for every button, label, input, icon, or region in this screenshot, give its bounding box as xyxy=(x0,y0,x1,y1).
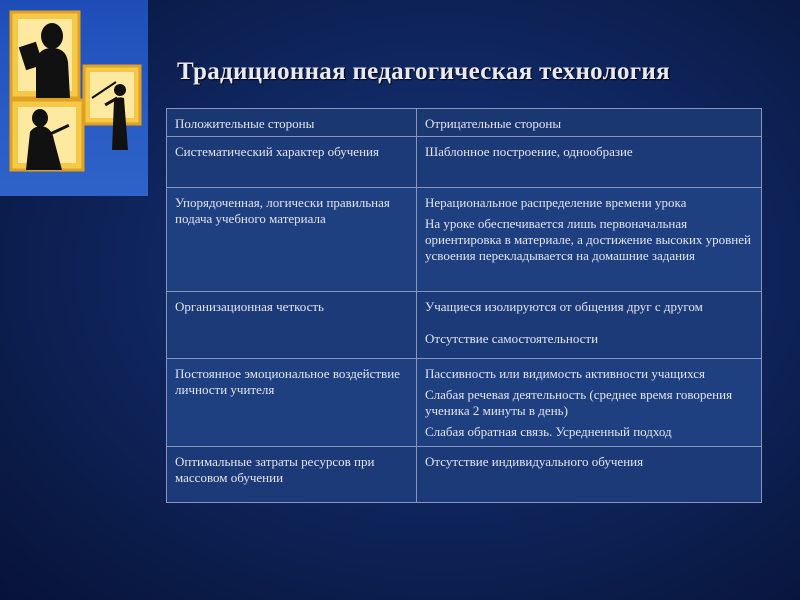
negative-cell xyxy=(417,359,762,447)
page-title: Традиционная педагогическая технология xyxy=(177,58,670,85)
positive-cell xyxy=(167,292,417,359)
positive-text: Организационная четкость xyxy=(175,299,324,314)
positive-cell xyxy=(167,137,417,188)
table-header-row xyxy=(167,109,762,137)
positive-cell xyxy=(167,188,417,292)
negative-cell xyxy=(417,188,762,292)
positive-text: Систематический характер обучения xyxy=(175,144,379,159)
negative-text: Слабая обратная связь. Усредненный подход xyxy=(425,424,672,439)
table-row xyxy=(167,137,762,188)
negative-text: Пассивность или видимость активности учащихся xyxy=(425,366,705,381)
table-row xyxy=(167,292,762,359)
positive-cell xyxy=(167,359,417,447)
negative-cell xyxy=(417,137,762,188)
comparison-table xyxy=(166,108,762,503)
reading-children-silhouettes-icon xyxy=(0,0,160,200)
table-row xyxy=(167,188,762,292)
positive-text: Упорядоченная, логически правильная подача учебного материала xyxy=(175,195,390,226)
header-negative: Отрицательные стороны xyxy=(417,109,762,137)
negative-text: Учащиеся изолируются от общения друг с другом xyxy=(425,299,703,314)
positive-text: Постоянное эмоциональное воздействие личности учителя xyxy=(175,366,400,397)
negative-cell xyxy=(417,292,762,359)
negative-text: Слабая речевая деятельность (среднее время говорения ученика 2 минуты в день) xyxy=(425,387,733,418)
positive-text: Оптимальные затраты ресурсов при массовом обучении xyxy=(175,454,375,485)
negative-text: Отсутствие самостоятельности xyxy=(425,331,599,346)
negative-cell xyxy=(417,447,762,503)
negative-text: Нерациональное распределение времени урока xyxy=(425,195,687,210)
table-row xyxy=(167,359,762,447)
positive-cell xyxy=(167,447,417,503)
negative-text: Отсутствие индивидуального обучения xyxy=(425,454,644,469)
negative-text: Шаблонное построение, однообразие xyxy=(425,144,633,159)
negative-text: На уроке обеспечивается лишь первоначальная ориентировка в материале, а достижение высоких уровней усвоения перекладывается на домашние задания xyxy=(425,216,751,263)
table-row xyxy=(167,447,762,503)
header-positive: Положительные стороны xyxy=(167,109,417,137)
